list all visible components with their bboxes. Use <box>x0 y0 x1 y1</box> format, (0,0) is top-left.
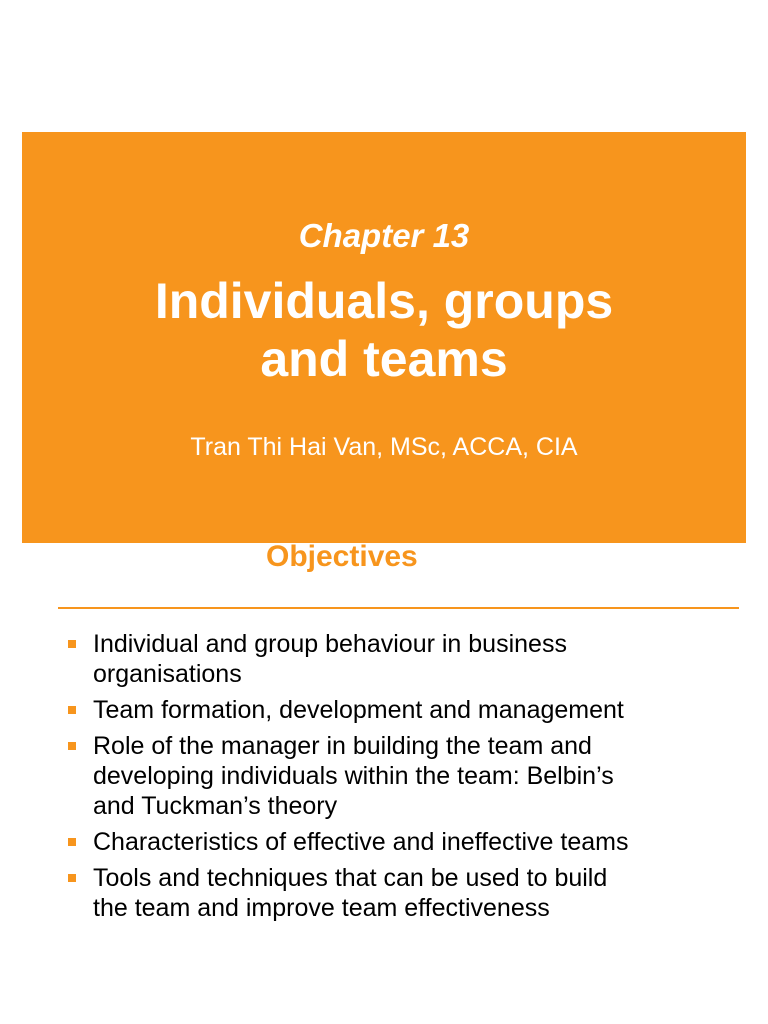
list-item-line: and Tuckman’s theory <box>93 792 338 820</box>
list-item-line: developing individuals within the team: Belbin’s <box>93 762 614 790</box>
list-item-line: Role of the manager in building the team and <box>93 732 592 760</box>
square-bullet-icon <box>68 706 76 714</box>
square-bullet-icon <box>68 874 76 882</box>
list-item-line: organisations <box>93 660 242 688</box>
list-item-line: Tools and techniques that can be used to build <box>93 864 608 892</box>
chapter-title-line-2: and teams <box>260 331 508 387</box>
title-banner <box>22 132 746 543</box>
list-item-line: Characteristics of effective and ineffective teams <box>93 828 629 856</box>
heading-divider <box>58 607 739 609</box>
list-item <box>66 827 726 857</box>
list-item-line: the team and improve team effectiveness <box>93 894 550 922</box>
chapter-title-line-1: Individuals, groups <box>154 273 614 329</box>
objectives-heading: Objectives <box>266 540 418 573</box>
list-item <box>66 863 726 923</box>
chapter-title <box>22 272 746 388</box>
objectives-list <box>66 629 726 929</box>
list-item <box>66 731 726 821</box>
author-line: Tran Thi Hai Van, MSc, ACCA, CIA <box>190 433 578 461</box>
square-bullet-icon <box>68 742 76 750</box>
list-item <box>66 629 726 689</box>
list-item <box>66 695 726 725</box>
square-bullet-icon <box>68 640 76 648</box>
square-bullet-icon <box>68 838 76 846</box>
chapter-label: Chapter 13 <box>298 217 470 254</box>
list-item-line: Team formation, development and management <box>93 696 624 724</box>
list-item-line: Individual and group behaviour in business <box>93 630 567 658</box>
